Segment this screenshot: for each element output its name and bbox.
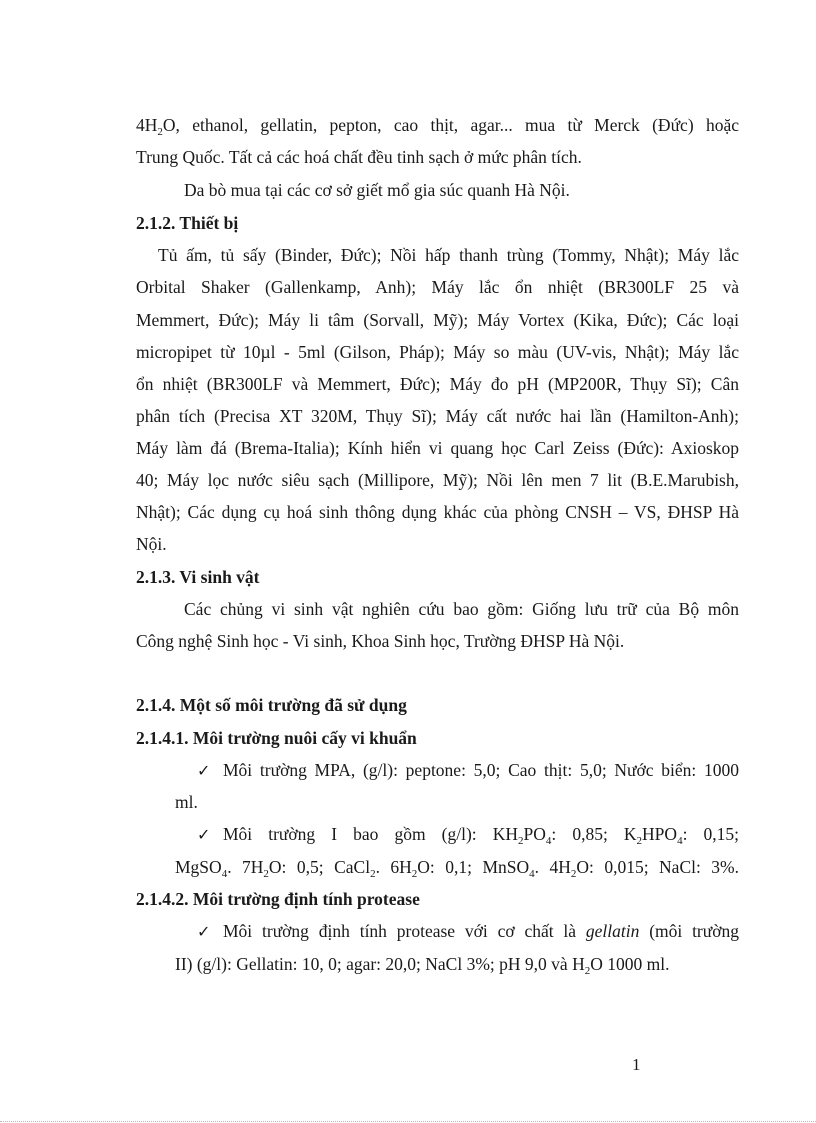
paragraph-line: Các chủng vi sinh vật nghiên cứu bao gồm: Giống lưu trữ của Bộ môn <box>184 599 739 619</box>
page-bottom-divider <box>0 1121 816 1122</box>
paragraph-line: phân tích (Precisa XT 320M, Thụy Sĩ); Máy cất nước hai lần (Hamilton-Anh); <box>136 406 739 426</box>
paragraph-line: 40; Máy lọc nước siêu sạch (Millipore, Mỹ); Nồi lên men 7 lit (B.E.Marubish, <box>136 470 739 490</box>
paragraph-line: Công nghệ Sinh học - Vi sinh, Khoa Sinh học, Trường ĐHSP Hà Nội. <box>136 631 625 651</box>
bullet-item: ✓ Môi trường định tính protease với cơ chất là gellatin (môi trường <box>197 921 740 941</box>
paragraph-line: micropipet từ 10µl - 5ml (Gilson, Pháp); Máy so màu (UV-vis, Nhật); Máy lắc <box>136 342 739 362</box>
paragraph-line: $4H_2O$, ethanol, gellatin, pepton, cao thịt, agar... mua từ Merck (Đức) hoặc <box>136 115 739 138</box>
paragraph-line: MgSO$_4$. $7H_2O$: 0,5; CaCl$_2$. $6H_2O$: 0,1; MnSO$_4$. $4H_2O$: 0,015; NaCl: 3%. <box>175 857 740 880</box>
check-icon: ✓ <box>197 922 211 941</box>
subsection-heading-2-1-4-1: 2.1.4.1. Môi trường nuôi cấy vi khuẩn <box>136 728 417 748</box>
section-heading-2-1-4: 2.1.4. Một số môi trường đã sử dụng <box>136 695 407 715</box>
paragraph-line: Trung Quốc. Tất cả các hoá chất đều tinh sạch ở mức phân tích. <box>136 147 582 167</box>
paragraph-line: Memmert, Đức); Máy li tâm (Sorvall, Mỹ); Máy Vortex (Kika, Đức); Các loại <box>136 310 739 330</box>
section-heading-2-1-2: 2.1.2. Thiết bị <box>136 213 239 233</box>
page-number: 1 <box>632 1055 641 1074</box>
bullet-item: ✓ Môi trường I bao gồm (g/l): $KH_2PO_4$: 0,85; $K_2HPO_4$: 0,15; <box>197 824 739 847</box>
paragraph-line: Tủ ấm, tủ sấy (Binder, Đức); Nồi hấp thanh trùng (Tommy, Nhật); Máy lắc <box>158 245 739 265</box>
check-icon: ✓ <box>197 825 211 844</box>
section-heading-2-1-3: 2.1.3. Vi sinh vật <box>136 567 260 587</box>
paragraph-line: ml. <box>175 792 198 812</box>
paragraph-line: Máy làm đá (Brema-Italia); Kính hiển vi quang học Carl Zeiss (Đức): Axioskop <box>136 438 739 458</box>
paragraph-line: Nội. <box>136 534 167 554</box>
check-icon: ✓ <box>197 761 211 780</box>
paragraph-line: Da bò mua tại các cơ sở giết mổ gia súc quanh Hà Nội. <box>184 180 570 200</box>
subsection-heading-2-1-4-2: 2.1.4.2. Môi trường định tính protease <box>136 889 420 909</box>
bullet-item: ✓ Môi trường MPA, (g/l): peptone: 5,0; Cao thịt: 5,0; Nước biển: 1000 <box>197 760 739 780</box>
paragraph-line: Nhật); Các dụng cụ hoá sinh thông dụng khác của phòng CNSH – VS, ĐHSP Hà <box>136 502 739 522</box>
paragraph-line: II) (g/l): Gellatin: 10, 0; agar: 20,0; NaCl 3%; pH 9,0 và $H_2O$ 1000 ml. <box>175 954 670 977</box>
paragraph-line: Orbital Shaker (Gallenkamp, Anh); Máy lắc ổn nhiệt (BR300LF 25 và <box>136 277 739 297</box>
paragraph-line: ổn nhiệt (BR300LF và Memmert, Đức); Máy đo pH (MP200R, Thụy Sĩ); Cân <box>136 374 739 394</box>
